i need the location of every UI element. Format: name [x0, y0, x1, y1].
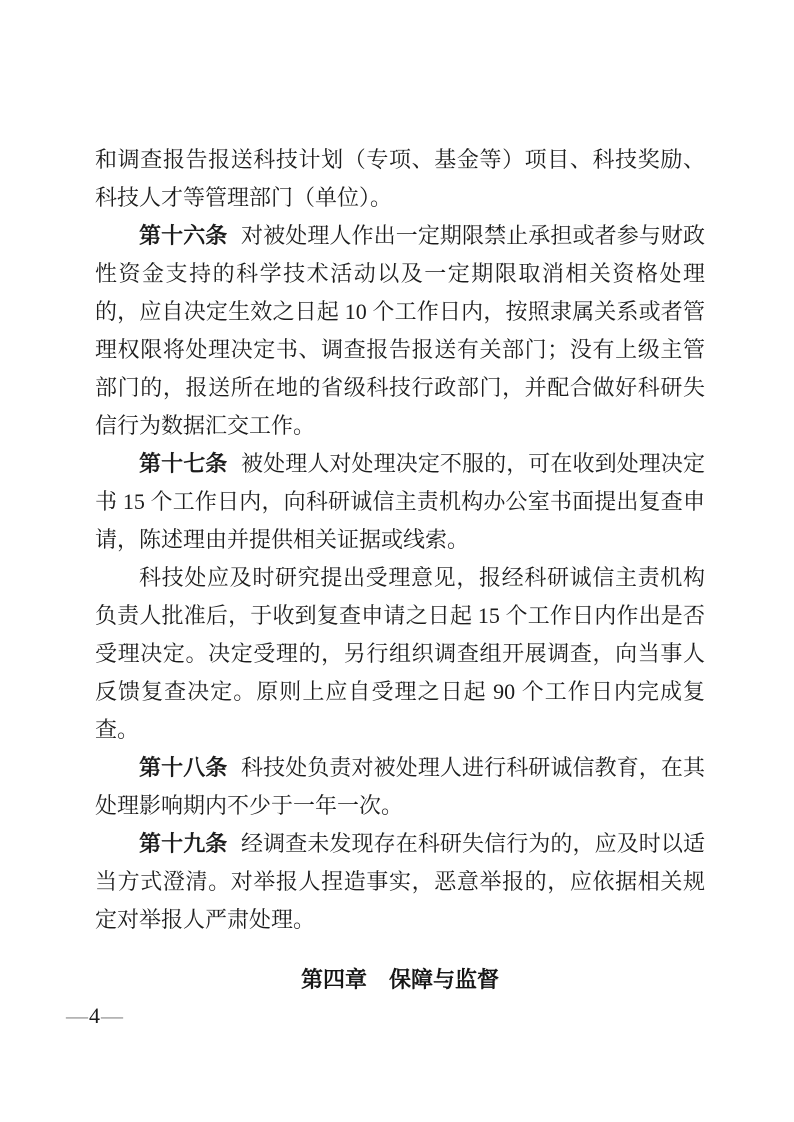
paragraph-text: 被处理人对处理决定不服的，可在收到处理决定书 15 个工作日内，向科研诚信主责机构办公室书面提出复查申请，陈述理由并提供相关证据或线索。	[95, 451, 705, 552]
article-19-number: 第十九条	[139, 831, 228, 856]
paragraph-article-19	[95, 825, 705, 939]
footer-dash-left: —	[66, 1003, 88, 1028]
paragraph-review-process	[95, 559, 705, 749]
article-17-number: 第十七条	[139, 451, 228, 476]
document-body	[95, 141, 705, 999]
footer-dash-right: —	[101, 1003, 123, 1028]
paragraph-continuation	[95, 141, 705, 217]
paragraph-article-17	[95, 445, 705, 559]
article-18-number: 第十八条	[139, 755, 228, 780]
paragraph-article-16	[95, 217, 705, 445]
page-footer	[66, 1002, 123, 1030]
paragraph-article-18	[95, 749, 705, 825]
paragraph-text: 科技处负责对被处理人进行科研诚信教育，在其处理影响期内不少于一年一次。	[95, 755, 705, 818]
paragraph-text: 和调查报告报送科技计划（专项、基金等）项目、科技奖励、科技人才等管理部门（单位）。	[95, 147, 705, 210]
paragraph-text: 经调查未发现存在科研失信行为的，应及时以适当方式澄清。对举报人捏造事实，恶意举报的，应依据相关规定对举报人严肃处理。	[95, 831, 705, 932]
paragraph-text: 对被处理人作出一定期限禁止承担或者参与财政性资金支持的科学技术活动以及一定期限取消相关资格处理的，应自决定生效之日起 10 个工作日内，按照隶属关系或者管理权限将处理决定书、调查报告报送有关部门；没有上级主管部门的，报送所在地的省级科技行政部门，并配合做好科研失信行为数据汇交工作。	[95, 223, 705, 438]
chapter-heading: 第四章 保障与监督	[300, 967, 499, 992]
page-number: 4	[89, 1003, 100, 1028]
article-16-number: 第十六条	[139, 223, 228, 248]
paragraph-text: 科技处应及时研究提出受理意见，报经科研诚信主责机构负责人批准后，于收到复查申请之日起 15 个工作日内作出是否受理决定。决定受理的，另行组织调查组开展调查，向当事人反馈复查决定。原则上应自受理之日起 90 个工作日内完成复查。	[95, 565, 705, 742]
